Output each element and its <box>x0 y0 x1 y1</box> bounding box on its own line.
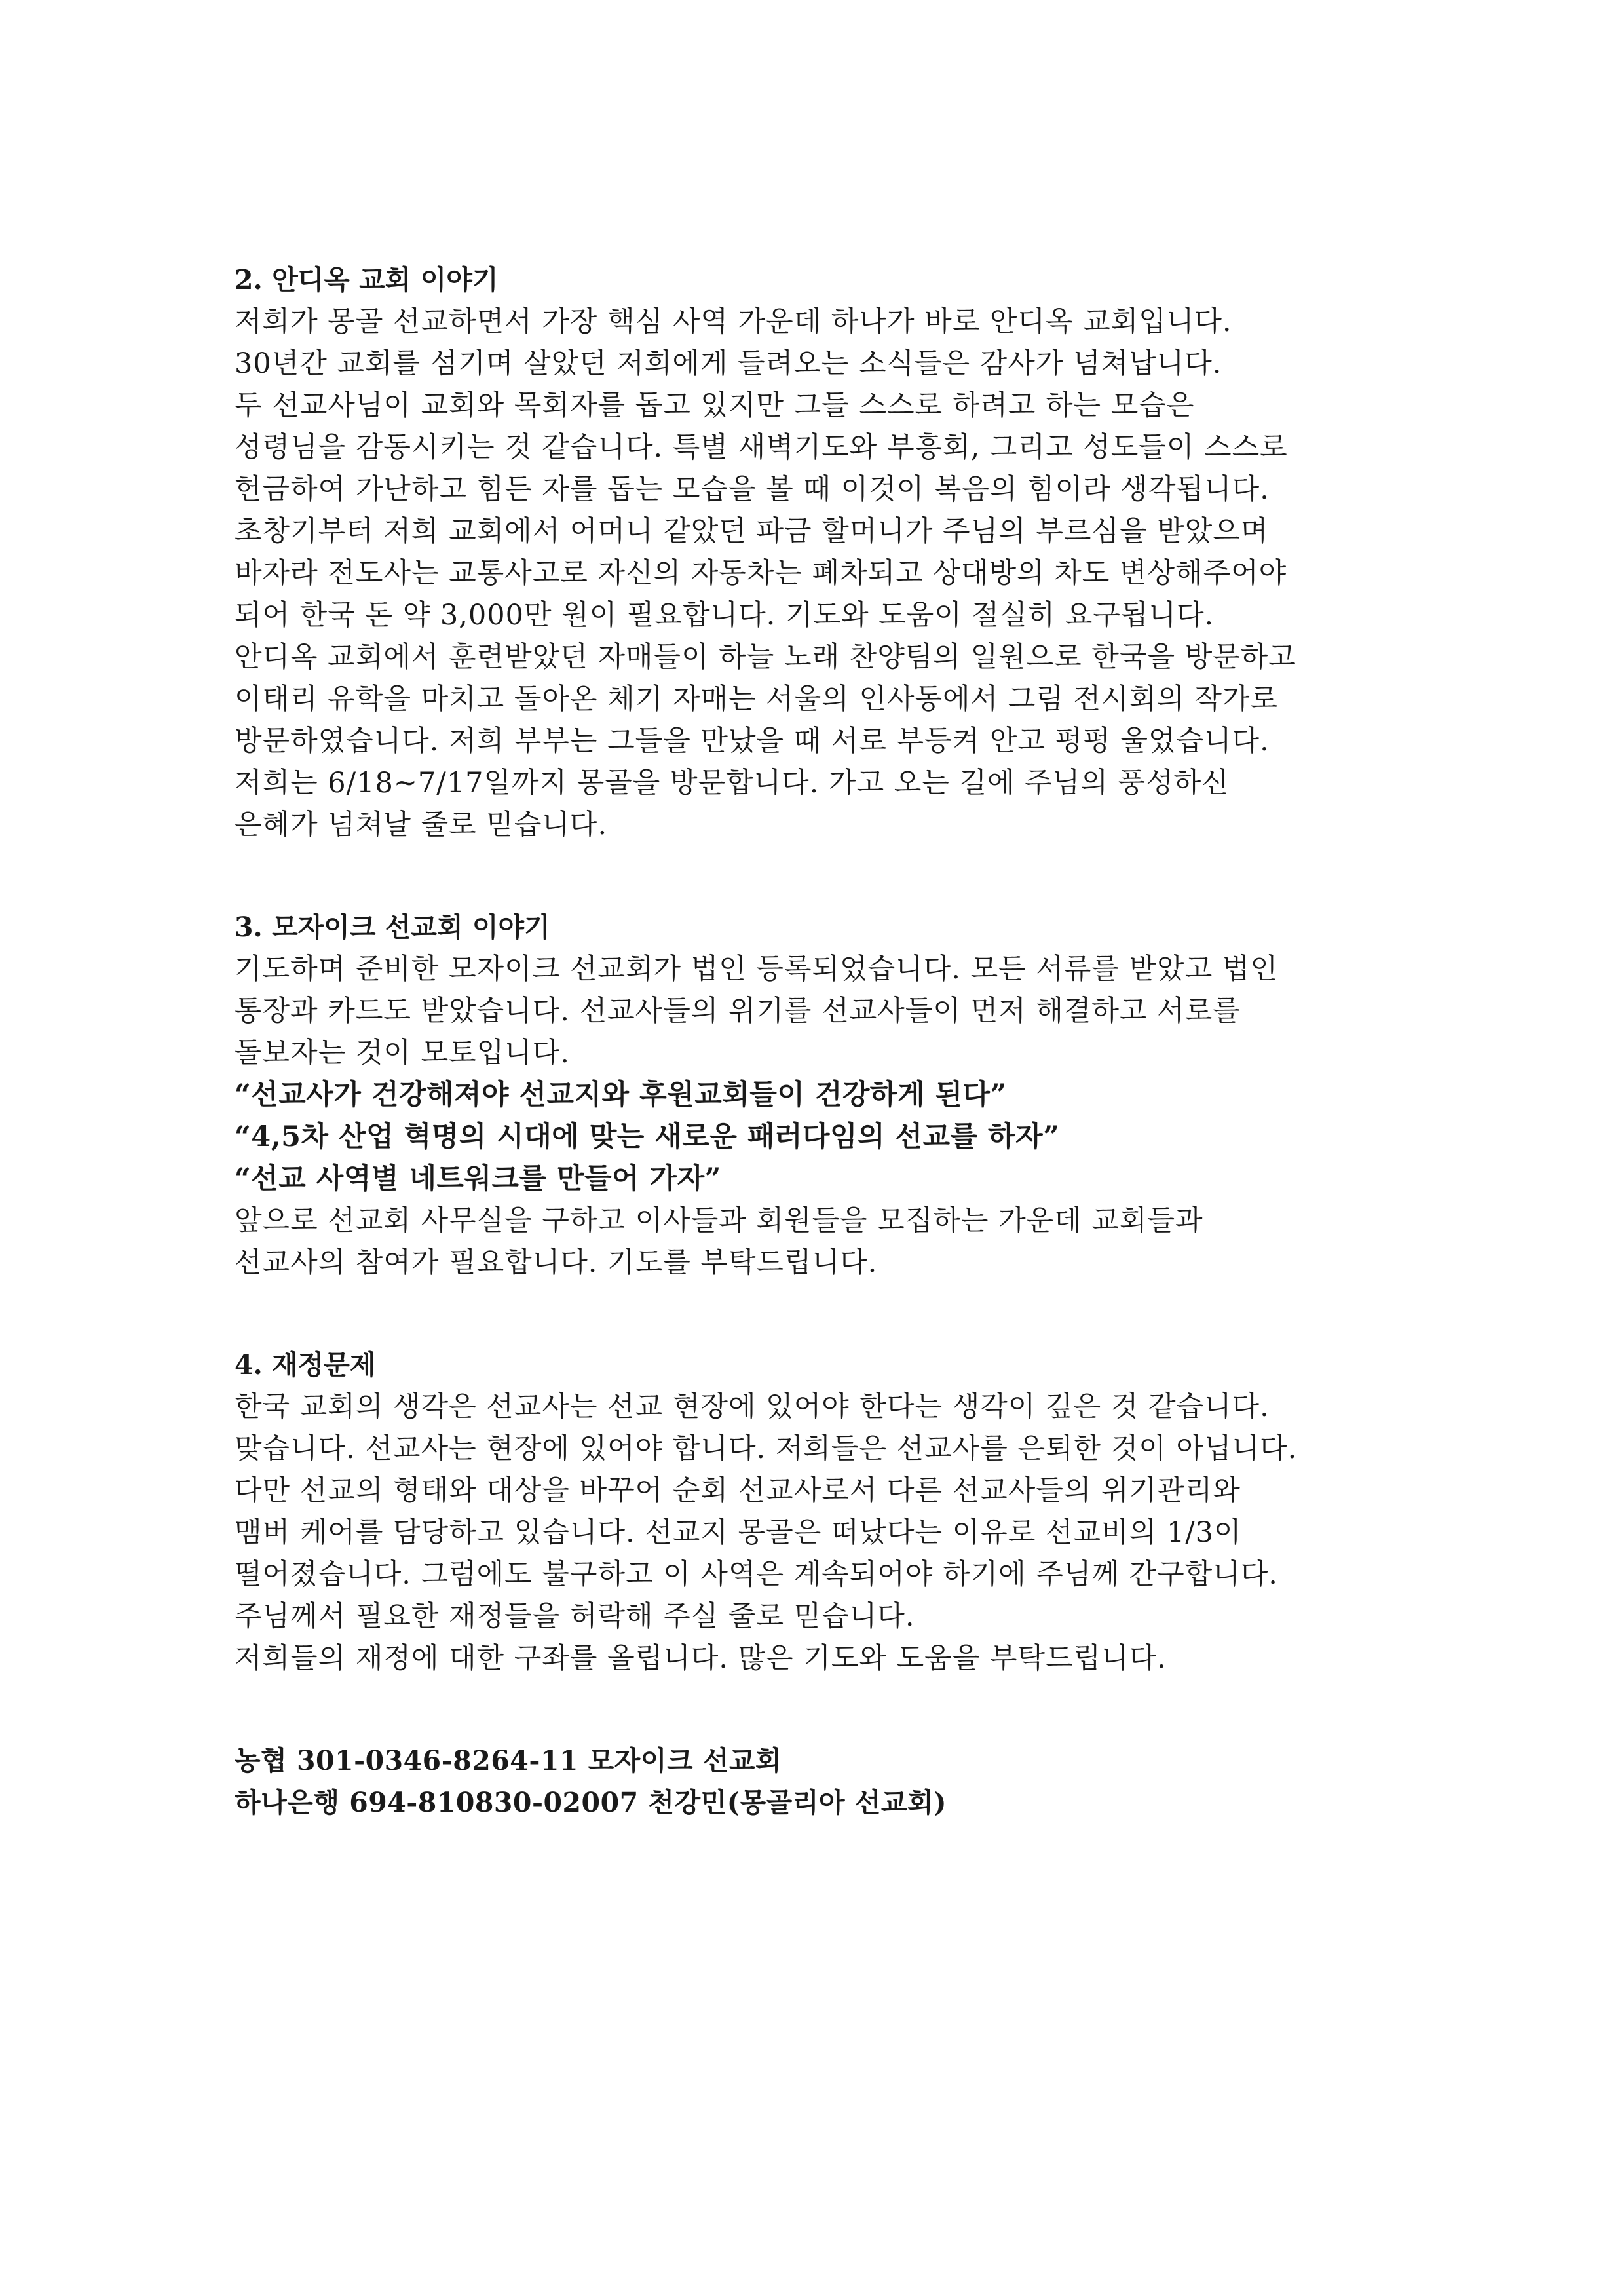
paragraph-line: 두 선교사님이 교회와 목회자를 돕고 있지만 그들 스스로 하려고 하는 모습은 <box>235 389 1195 422</box>
section-spacer <box>235 1284 1479 1344</box>
bank-account-hana: 하나은행 694-810830-02007 천강민(몽골리아 선교회) <box>235 1787 947 1818</box>
paragraph-line: 저희들의 재정에 대한 구좌를 올립니다. 많은 기도와 도움을 부탁드립니다. <box>235 1642 1167 1675</box>
paragraph-line: 안디옥 교회에서 훈련받았던 자매들이 하늘 노래 찬양팀의 일원으로 한국을 방문하고 <box>235 641 1296 674</box>
paragraph-line: 저희가 몽골 선교하면서 가장 핵심 사역 가운데 하나가 바로 안디옥 교회입니다. <box>235 305 1232 338</box>
section-finance <box>235 1344 1479 1679</box>
paragraph-line: 은혜가 넘쳐날 줄로 믿습니다. <box>235 809 608 841</box>
paragraph-line: 성령님을 감동시키는 것 같습니다. 특별 새벽기도와 부흥회, 그리고 성도들이 스스로 <box>235 431 1288 464</box>
paragraph-line: 바자라 전도사는 교통사고로 자신의 자동차는 폐차되고 상대방의 차도 변상해주어야 <box>235 557 1287 590</box>
section-spacer <box>235 846 1479 906</box>
paragraph-line: 주님께서 필요한 재정들을 허락해 주실 줄로 믿습니다. <box>235 1600 915 1633</box>
paragraph-line: 선교사의 참여가 필요합니다. 기도를 부탁드립니다. <box>235 1246 878 1279</box>
paragraph-line: 앞으로 선교회 사무실을 구하고 이사들과 회원들을 모집하는 가운데 교회들과 <box>235 1204 1203 1237</box>
section-antioch-church <box>235 259 1479 846</box>
paragraph-line: 한국 교회의 생각은 선교사는 선교 현장에 있어야 한다는 생각이 깊은 것 같습니다. <box>235 1390 1270 1423</box>
bank-account-nonghyup: 농협 301-0346-8264-11 모자이크 선교회 <box>235 1745 782 1776</box>
section-mosaic-mission <box>235 906 1479 1284</box>
document-page <box>235 259 1479 1824</box>
paragraph-line: 떨어졌습니다. 그럼에도 불구하고 이 사역은 계속되어야 하기에 주님께 간구합니다. <box>235 1558 1278 1591</box>
slogan-line: “선교 사역별 네트워크를 만들어 가자” <box>235 1162 721 1195</box>
paragraph-line: 다만 선교의 형태와 대상을 바꾸어 순회 선교사로서 다른 선교사들의 위기관리와 <box>235 1474 1241 1507</box>
section-heading: 3. 모자이크 선교회 이야기 <box>235 911 550 943</box>
paragraph-line: 이태리 유학을 마치고 돌아온 체기 자매는 서울의 인사동에서 그림 전시회의 작가로 <box>235 683 1278 716</box>
paragraph-line: 30년간 교회를 섬기며 살았던 저희에게 들려오는 소식들은 감사가 넘쳐납니다. <box>235 347 1222 380</box>
paragraph-line: 방문하였습니다. 저희 부부는 그들을 만났을 때 서로 부등켜 안고 펑펑 울었습니다. <box>235 725 1270 757</box>
paragraph-line: 되어 한국 돈 약 3,000만 원이 필요합니다. 기도와 도움이 절실히 요구됩니다. <box>235 599 1215 632</box>
paragraph-line: 기도하며 준비한 모자이크 선교회가 법인 등록되었습니다. 모든 서류를 받았고 법인 <box>235 953 1278 985</box>
paragraph-line: 초창기부터 저희 교회에서 어머니 같았던 파금 할머니가 주님의 부르심을 받았으며 <box>235 515 1269 548</box>
section-spacer <box>235 1679 1479 1740</box>
slogan-line: “선교사가 건강해져야 선교지와 후원교회들이 건강하게 된다” <box>235 1079 1007 1111</box>
paragraph-line: 돌보자는 것이 모토입니다. <box>235 1037 570 1069</box>
paragraph-line: 저희는 6/18~7/17일까지 몽골을 방문합니다. 가고 오는 길에 주님의 풍성하신 <box>235 767 1230 799</box>
section-heading: 4. 재정문제 <box>235 1349 376 1381</box>
slogan-line: “4,5차 산업 혁명의 시대에 맞는 새로운 패러다임의 선교를 하자” <box>235 1120 1060 1153</box>
paragraph-line: 헌금하여 가난하고 힘든 자를 돕는 모습을 볼 때 이것이 복음의 힘이라 생각됩니다. <box>235 473 1270 506</box>
bank-accounts <box>235 1740 1479 1824</box>
paragraph-line: 맴버 케어를 담당하고 있습니다. 선교지 몽골은 떠났다는 이유로 선교비의 1/3이 <box>235 1516 1242 1549</box>
section-heading: 2. 안디옥 교회 이야기 <box>235 264 499 296</box>
paragraph-line: 맞습니다. 선교사는 현장에 있어야 합니다. 저희들은 선교사를 은퇴한 것이 아닙니다. <box>235 1432 1298 1465</box>
paragraph-line: 통장과 카드도 받았습니다. 선교사들의 위기를 선교사들이 먼저 해결하고 서로를 <box>235 995 1241 1027</box>
